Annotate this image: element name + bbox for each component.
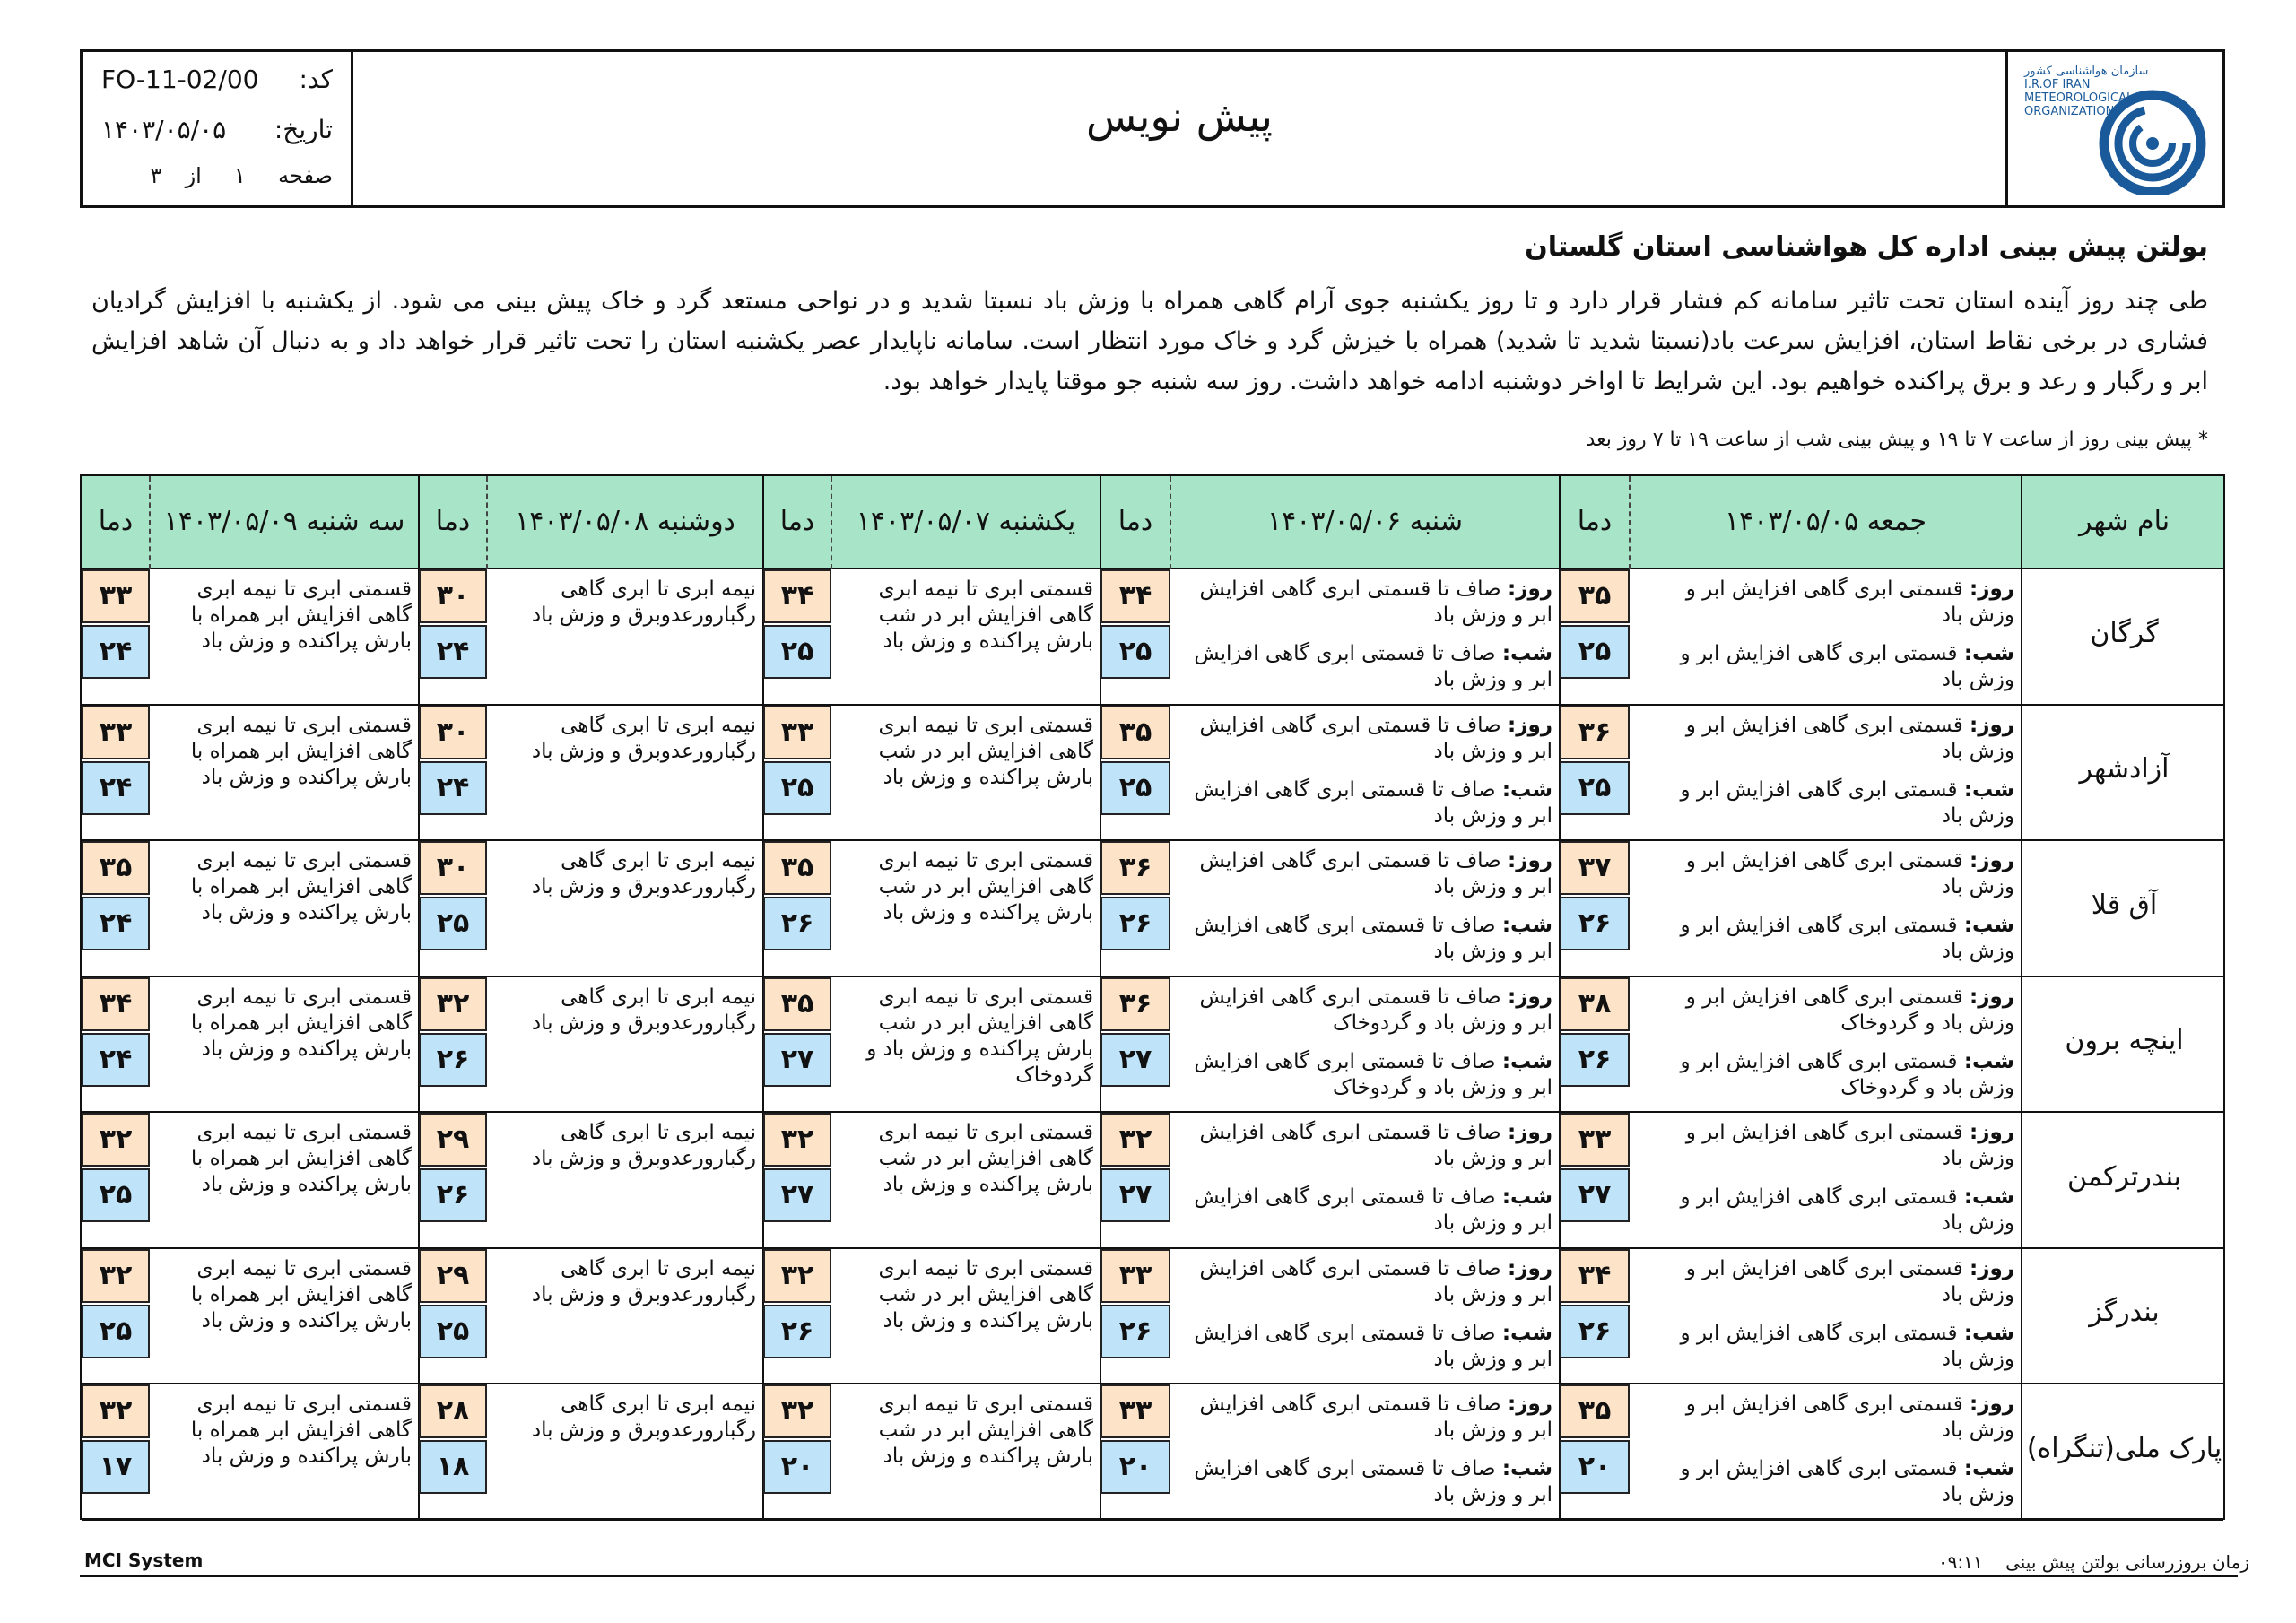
tue-forecast: قسمتی ابری تا نیمه ابری گاهی افزایش ابر همراه با بارش پراکنده و وزش باد: [190, 1121, 412, 1196]
mon-forecast: نیمه ابری تا ابری گاهی رگبارورعدوبرق و وزش باد: [531, 713, 756, 763]
sat-min-temp: ۲۷: [1100, 1033, 1170, 1087]
sat-max-temp: ۳۶: [1100, 841, 1170, 895]
column-header-day-sat: شنبه ۱۴۰۳/۰۵/۰۶: [1267, 506, 1463, 537]
sat-night-forecast-text: صاف تا قسمتی ابری گاهی افزایش ابر و وزش باد: [1194, 1321, 1552, 1371]
sun-min-temp: ۲۰: [763, 1440, 831, 1494]
fri-night-forecast-text: قسمتی ابری گاهی افزایش ابر و وزش باد: [1680, 777, 2014, 828]
sun-max-temp: ۳۳: [763, 706, 831, 759]
footer-divider: [80, 1575, 2238, 1577]
sat-night-forecast: [1178, 641, 1552, 693]
header-dashed-divider: [149, 476, 151, 569]
sat-day-forecast-text: صاف تا قسمتی ابری گاهی افزایش ابر و وزش باد: [1199, 1393, 1552, 1442]
fri-day-forecast-text: قسمتی ابری گاهی افزایش ابر و وزش باد و گردوخاک: [1685, 985, 2014, 1035]
fri-day-forecast: [1637, 848, 2014, 900]
sat-night-forecast: [1178, 913, 1552, 965]
sun-max-temp: ۳۲: [763, 1249, 831, 1303]
sat-night-forecast-label: شب:: [1501, 777, 1552, 802]
sat-night-forecast-label: شب:: [1501, 914, 1552, 937]
fri-min-temp: ۲۷: [1560, 1168, 1630, 1222]
sat-night-forecast-text: صاف تا قسمتی ابری گاهی افزایش ابر و وزش باد و گردوخاک: [1194, 1049, 1552, 1099]
fri-night-forecast-label: شب:: [1963, 1457, 2014, 1480]
sat-day-forecast: [1178, 985, 1552, 1037]
tue-max-temp: ۳۳: [82, 569, 150, 623]
sat-day-forecast: [1178, 848, 1552, 900]
tue-forecast: قسمتی ابری تا نیمه ابری گاهی افزایش ابر همراه با بارش پراکنده و وزش باد: [190, 577, 412, 653]
mon-max-temp: ۲۹: [419, 1249, 487, 1303]
sat-day-forecast-label: روز:: [1508, 1121, 1552, 1144]
fri-day-forecast: [1637, 577, 2014, 629]
sun-forecast: قسمتی ابری تا نیمه ابری گاهی افزایش ابر در شب بارش پراکنده و وزش باد: [878, 849, 1093, 924]
header-dashed-divider: [1629, 476, 1631, 569]
sun-min-temp: ۲۵: [763, 761, 831, 815]
page-total: ۳: [150, 163, 162, 188]
sat-max-temp: ۳۳: [1100, 1384, 1170, 1438]
sat-min-temp: ۲۰: [1100, 1440, 1170, 1494]
fri-night-forecast-text: قسمتی ابری گاهی افزایش ابر و وزش باد و گردوخاک: [1680, 1049, 2014, 1099]
fri-night-forecast-label: شب:: [1963, 1185, 2014, 1209]
fri-night-forecast: [1637, 1456, 2014, 1508]
fri-night-forecast: [1637, 1321, 2014, 1373]
sat-day-forecast-label: روز:: [1508, 1393, 1552, 1416]
tue-min-temp: ۲۵: [82, 1168, 150, 1222]
fri-max-temp: ۳۵: [1560, 1384, 1630, 1438]
fri-night-forecast: [1637, 777, 2014, 829]
header-dashed-divider: [486, 476, 488, 569]
fri-day-forecast-label: روز:: [1970, 713, 2014, 737]
fri-day-forecast-label: روز:: [1970, 849, 2014, 872]
sat-night-forecast: [1178, 1185, 1552, 1237]
sat-day-forecast-text: صاف تا قسمتی ابری گاهی افزایش ابر و وزش باد: [1199, 577, 1552, 627]
sun-forecast: قسمتی ابری تا نیمه ابری گاهی افزایش ابر در شب بارش پراکنده و وزش باد: [878, 1256, 1093, 1332]
fri-night-forecast-text: قسمتی ابری گاهی افزایش ابر و وزش باد: [1680, 1457, 2014, 1506]
fri-max-temp: ۳۷: [1560, 841, 1630, 895]
fri-day-forecast-label: روز:: [1970, 985, 2014, 1009]
city-name: اینچه برون: [2065, 1025, 2184, 1057]
document-meta: [83, 52, 353, 205]
document-title: پیش نویس: [1086, 92, 1273, 141]
tue-max-temp: ۳۴: [82, 977, 150, 1031]
city-name: آق قلا: [2091, 889, 2158, 921]
date-row: تاریخ:۱۴۰۳/۰۵/۰۵: [101, 115, 333, 144]
fri-day-forecast-label: روز:: [1970, 1256, 2014, 1280]
sat-day-forecast-text: صاف تا قسمتی ابری گاهی افزایش ابر و وزش باد: [1199, 1256, 1552, 1306]
mon-min-temp: ۲۵: [419, 897, 487, 950]
tue-min-temp: ۲۴: [82, 625, 150, 679]
sat-day-forecast-label: روز:: [1508, 577, 1552, 601]
fri-day-forecast-label: روز:: [1970, 1121, 2014, 1144]
sat-night-forecast: [1178, 1049, 1552, 1101]
sun-min-temp: ۲۵: [763, 625, 831, 679]
tue-forecast: قسمتی ابری تا نیمه ابری گاهی افزایش ابر همراه با بارش پراکنده و وزش باد: [190, 985, 412, 1061]
tue-max-temp: ۳۲: [82, 1384, 150, 1438]
sat-night-forecast-text: صاف تا قسمتی ابری گاهی افزایش ابر و وزش باد: [1194, 1185, 1552, 1235]
sat-day-forecast-label: روز:: [1508, 849, 1552, 872]
city-name: بندرگز: [2089, 1297, 2160, 1329]
tue-min-temp: ۱۷: [82, 1440, 150, 1494]
sun-max-temp: ۳۲: [763, 1113, 831, 1167]
mon-forecast: نیمه ابری تا ابری گاهی رگبارورعدوبرق و وزش باد: [531, 1256, 756, 1306]
table-row: [82, 977, 2223, 1114]
sat-night-forecast: [1178, 1321, 1552, 1373]
forecast-table: [80, 474, 2225, 1520]
column-header-temp-sun: دما: [779, 506, 815, 537]
fri-max-temp: ۳۴: [1560, 1249, 1630, 1303]
sun-forecast: قسمتی ابری تا نیمه ابری گاهی افزایش ابر در شب بارش پراکنده و وزش باد: [878, 1393, 1093, 1468]
tue-max-temp: ۳۲: [82, 1249, 150, 1303]
fri-night-forecast: [1637, 1185, 2014, 1237]
header-dashed-divider: [1170, 476, 1171, 569]
sat-min-temp: ۲۶: [1100, 897, 1170, 950]
sat-night-forecast-label: شب:: [1501, 1185, 1552, 1209]
fri-max-temp: ۳۵: [1560, 569, 1630, 623]
mon-min-temp: ۲۴: [419, 625, 487, 679]
fri-min-temp: ۲۵: [1560, 761, 1630, 815]
sun-min-temp: ۲۶: [763, 1305, 831, 1358]
update-label: زمان بروزرسانی بولتن پیش بینی: [2005, 1551, 2249, 1573]
column-header-day-sun: یکشنبه ۱۴۰۳/۰۵/۰۷: [856, 506, 1076, 537]
mon-max-temp: ۲۸: [419, 1384, 487, 1438]
sat-max-temp: ۳۵: [1100, 706, 1170, 759]
table-row: [82, 569, 2223, 706]
code-row: کد:FO-11-02/00: [101, 65, 333, 94]
city-name: گرگان: [2090, 617, 2159, 649]
tue-min-temp: ۲۴: [82, 1033, 150, 1087]
mon-max-temp: ۳۰: [419, 569, 487, 623]
document-header: [80, 49, 2225, 208]
mon-forecast: نیمه ابری تا ابری گاهی رگبارورعدوبرق و وزش باد: [531, 1393, 756, 1442]
sun-forecast: قسمتی ابری تا نیمه ابری گاهی افزایش ابر در شب بارش پراکنده و وزش باد: [878, 1121, 1093, 1196]
sat-min-temp: ۲۵: [1100, 761, 1170, 815]
update-info: [1938, 1551, 2249, 1573]
mon-forecast: نیمه ابری تا ابری گاهی رگبارورعدوبرق و وزش باد: [531, 577, 756, 627]
sat-night-forecast-label: شب:: [1501, 642, 1552, 665]
mon-min-temp: ۲۶: [419, 1168, 487, 1222]
sat-max-temp: ۳۴: [1100, 569, 1170, 623]
tue-min-temp: ۲۴: [82, 897, 150, 950]
page-number: ۱: [234, 163, 246, 188]
page-row: صفحه ۱ از ۳: [134, 163, 333, 188]
table-row: [82, 706, 2223, 842]
tue-forecast: قسمتی ابری تا نیمه ابری گاهی افزایش ابر همراه با بارش پراکنده و وزش باد: [190, 1256, 412, 1332]
sun-forecast: قسمتی ابری تا نیمه ابری گاهی افزایش ابر در شب بارش پراکنده و وزش باد: [878, 577, 1093, 653]
sun-max-temp: ۳۲: [763, 1384, 831, 1438]
fri-night-forecast-label: شب:: [1963, 1321, 2014, 1345]
tue-forecast: قسمتی ابری تا نیمه ابری گاهی افزایش ابر همراه با بارش پراکنده و وزش باد: [190, 849, 412, 924]
column-header-day-tue: سه شنبه ۱۴۰۳/۰۵/۰۹: [163, 506, 405, 537]
sat-day-forecast-text: صاف تا قسمتی ابری گاهی افزایش ابر و وزش باد: [1199, 713, 1552, 763]
logo-cell: [2005, 52, 2222, 205]
column-header-temp-mon: دما: [435, 506, 471, 537]
sat-night-forecast-text: صاف تا قسمتی ابری گاهی افزایش ابر و وزش باد: [1194, 777, 1552, 828]
fri-day-forecast-label: روز:: [1970, 1393, 2014, 1416]
table-row: [82, 1249, 2223, 1385]
mon-min-temp: ۱۸: [419, 1440, 487, 1494]
mon-forecast: نیمه ابری تا ابری گاهی رگبارورعدوبرق و وزش باد: [531, 849, 756, 898]
fri-day-forecast: [1637, 1392, 2014, 1444]
fri-min-temp: ۲۶: [1560, 1033, 1630, 1087]
sat-max-temp: ۳۳: [1100, 1249, 1170, 1303]
sun-max-temp: ۳۵: [763, 841, 831, 895]
table-header: [82, 476, 2223, 569]
fri-day-forecast: [1637, 1256, 2014, 1308]
sat-min-temp: ۲۶: [1100, 1305, 1170, 1358]
fri-min-temp: ۲۰: [1560, 1440, 1630, 1494]
sat-day-forecast-label: روز:: [1508, 713, 1552, 737]
fri-max-temp: ۳۸: [1560, 977, 1630, 1031]
column-header-temp-tue: دما: [98, 506, 134, 537]
sat-min-temp: ۲۷: [1100, 1168, 1170, 1222]
fri-min-temp: ۲۶: [1560, 897, 1630, 950]
city-name: بندرترکمن: [2066, 1160, 2181, 1193]
sat-night-forecast-text: صاف تا قسمتی ابری گاهی افزایش ابر و وزش باد: [1194, 1457, 1552, 1506]
fri-day-forecast-label: روز:: [1970, 577, 2014, 601]
sun-max-temp: ۳۵: [763, 977, 831, 1031]
fri-night-forecast: [1637, 641, 2014, 693]
fri-night-forecast-label: شب:: [1963, 777, 2014, 802]
fri-night-forecast: [1637, 1049, 2014, 1101]
sat-day-forecast: [1178, 1392, 1552, 1444]
header-dashed-divider: [831, 476, 832, 569]
tue-max-temp: ۳۵: [82, 841, 150, 895]
sun-min-temp: ۲۷: [763, 1033, 831, 1087]
fri-min-temp: ۲۵: [1560, 625, 1630, 679]
city-name: پارک ملی(تنگراه): [2026, 1432, 2222, 1464]
fri-night-forecast-label: شب:: [1963, 1049, 2014, 1073]
fri-day-forecast: [1637, 1120, 2014, 1172]
table-row: [82, 841, 2223, 977]
column-header-temp-sat: دما: [1118, 506, 1153, 537]
sat-night-forecast-label: شب:: [1501, 1321, 1552, 1345]
fri-day-forecast-text: قسمتی ابری گاهی افزایش ابر و وزش باد: [1685, 713, 2014, 763]
sat-night-forecast-text: صاف تا قسمتی ابری گاهی افزایش ابر و وزش باد: [1194, 642, 1552, 691]
sat-max-temp: ۳۶: [1100, 977, 1170, 1031]
organization-logo-text: سازمان هواشناسی کشور I.R.OF IRAN METEOROLOGICAL ORGANIZATION: [2024, 65, 2149, 118]
sat-day-forecast-text: صاف تا قسمتی ابری گاهی افزایش ابر و وزش باد و گردوخاک: [1199, 985, 1552, 1035]
forecast-note: * پیش بینی روز از ساعت ۷ تا ۱۹ و پیش بینی شب از ساعت ۱۹ تا ۷ روز بعد: [1586, 429, 2208, 451]
sat-day-forecast-label: روز:: [1508, 985, 1552, 1009]
fri-day-forecast-text: قسمتی ابری گاهی افزایش ابر و وزش باد: [1685, 849, 2014, 898]
fri-night-forecast-label: شب:: [1963, 642, 2014, 665]
tue-max-temp: ۳۳: [82, 706, 150, 759]
mon-min-temp: ۲۶: [419, 1033, 487, 1087]
column-header-day-fri: جمعه ۱۴۰۳/۰۵/۰۵: [1724, 506, 1927, 537]
sat-night-forecast-label: شب:: [1501, 1457, 1552, 1480]
fri-night-forecast-text: قسمتی ابری گاهی افزایش ابر و وزش باد: [1680, 1321, 2014, 1371]
bulletin-title: بولتن پیش بینی اداره کل هواشناسی استان گلستان: [1525, 231, 2208, 263]
fri-night-forecast-text: قسمتی ابری گاهی افزایش ابر و وزش باد: [1680, 1185, 2014, 1235]
sun-min-temp: ۲۶: [763, 897, 831, 950]
column-header-day-mon: دوشنبه ۱۴۰۳/۰۵/۰۸: [515, 506, 735, 537]
mon-forecast: نیمه ابری تا ابری گاهی رگبارورعدوبرق و وزش باد: [531, 1121, 756, 1170]
sat-night-forecast-text: صاف تا قسمتی ابری گاهی افزایش ابر و وزش باد: [1194, 914, 1552, 963]
mon-forecast: نیمه ابری تا ابری گاهی رگبارورعدوبرق و وزش باد: [531, 985, 756, 1035]
sat-day-forecast: [1178, 713, 1552, 765]
sat-day-forecast: [1178, 1120, 1552, 1172]
code-value: FO-11-02/00: [101, 65, 259, 94]
sat-day-forecast: [1178, 1256, 1552, 1308]
date-value: ۱۴۰۳/۰۵/۰۵: [101, 115, 227, 144]
bulletin-text: طی چند روز آینده استان تحت تاثیر سامانه کم فشار قرار دارد و تا روز یکشنبه جوی آرام گاهی همراه با وزش باد نسبتا شدید و در نواحی مستعد گرد و خاک پیش بینی می شود. از یکشنبه با افزایش گرادیان فشاری در برخی نقاط استان، افزایش سرعت باد(نسبتا شدید تا شدید) همراه با خیزش گرد و خاک مورد انتظار است. سامانه ناپایدار عصر یکشنبه استان را تحت تاثیر قرار خواهد داد و به دنبال آن شاهد افزایش ابر و رگبار و رعد و برق پراکنده خواهیم بود. این شرایط تا اواخر دوشنبه ادامه خواهد داشت. روز سه شنبه جو موقتا پایدار خواهد بود.: [91, 287, 2208, 395]
fri-night-forecast-text: قسمتی ابری گاهی افزایش ابر و وزش باد: [1680, 642, 2014, 691]
sun-min-temp: ۲۷: [763, 1168, 831, 1222]
tue-max-temp: ۳۲: [82, 1113, 150, 1167]
fri-min-temp: ۲۶: [1560, 1305, 1630, 1358]
fri-day-forecast-text: قسمتی ابری گاهی افزایش ابر و وزش باد: [1685, 1121, 2014, 1170]
sun-forecast: قسمتی ابری تا نیمه ابری گاهی افزایش ابر در شب بارش پراکنده و وزش باد: [878, 713, 1093, 789]
fri-max-temp: ۳۶: [1560, 706, 1630, 759]
system-name: MCI System: [84, 1549, 204, 1571]
meteorological-logo-icon: [2094, 88, 2211, 195]
tue-forecast: قسمتی ابری تا نیمه ابری گاهی افزایش ابر همراه با بارش پراکنده و وزش باد: [190, 713, 412, 789]
sat-day-forecast: [1178, 577, 1552, 629]
mon-max-temp: ۳۰: [419, 841, 487, 895]
table-row: [82, 1384, 2223, 1521]
mon-max-temp: ۲۹: [419, 1113, 487, 1167]
sun-forecast: قسمتی ابری تا نیمه ابری گاهی افزایش ابر در شب بارش پراکنده و وزش باد و گردوخاک: [866, 985, 1093, 1087]
fri-max-temp: ۳۳: [1560, 1113, 1630, 1167]
mon-min-temp: ۲۴: [419, 761, 487, 815]
sat-min-temp: ۲۵: [1100, 625, 1170, 679]
update-time: ۰۹:۱۱: [1937, 1551, 1983, 1573]
tue-forecast: قسمتی ابری تا نیمه ابری گاهی افزایش ابر همراه با بارش پراکنده و وزش باد: [190, 1393, 412, 1468]
city-name: آزادشهر: [2079, 753, 2170, 785]
sat-max-temp: ۳۲: [1100, 1113, 1170, 1167]
fri-night-forecast-text: قسمتی ابری گاهی افزایش ابر و وزش باد: [1680, 914, 2014, 963]
mon-max-temp: ۳۰: [419, 706, 487, 759]
fri-night-forecast: [1637, 913, 2014, 965]
fri-day-forecast: [1637, 985, 2014, 1037]
fri-night-forecast-label: شب:: [1963, 914, 2014, 937]
fri-day-forecast-text: قسمتی ابری گاهی افزایش ابر و وزش باد: [1685, 1393, 2014, 1442]
table-row: [82, 1113, 2223, 1249]
sat-day-forecast-text: صاف تا قسمتی ابری گاهی افزایش ابر و وزش باد: [1199, 1121, 1552, 1170]
tue-min-temp: ۲۴: [82, 761, 150, 815]
sat-night-forecast: [1178, 777, 1552, 829]
tue-min-temp: ۲۵: [82, 1305, 150, 1358]
column-header-temp-fri: دما: [1577, 506, 1613, 537]
mon-max-temp: ۳۲: [419, 977, 487, 1031]
sat-night-forecast: [1178, 1456, 1552, 1508]
column-header-city: نام شهر: [2078, 506, 2170, 537]
sat-day-forecast-text: صاف تا قسمتی ابری گاهی افزایش ابر و وزش باد: [1199, 849, 1552, 898]
fri-day-forecast-text: قسمتی ابری گاهی افزایش ابر و وزش باد: [1685, 1256, 2014, 1306]
sat-day-forecast-label: روز:: [1508, 1256, 1552, 1280]
mon-min-temp: ۲۵: [419, 1305, 487, 1358]
fri-day-forecast-text: قسمتی ابری گاهی افزایش ابر و وزش باد: [1685, 577, 2014, 627]
sat-night-forecast-label: شب:: [1501, 1049, 1552, 1073]
fri-day-forecast: [1637, 713, 2014, 765]
sun-max-temp: ۳۴: [763, 569, 831, 623]
